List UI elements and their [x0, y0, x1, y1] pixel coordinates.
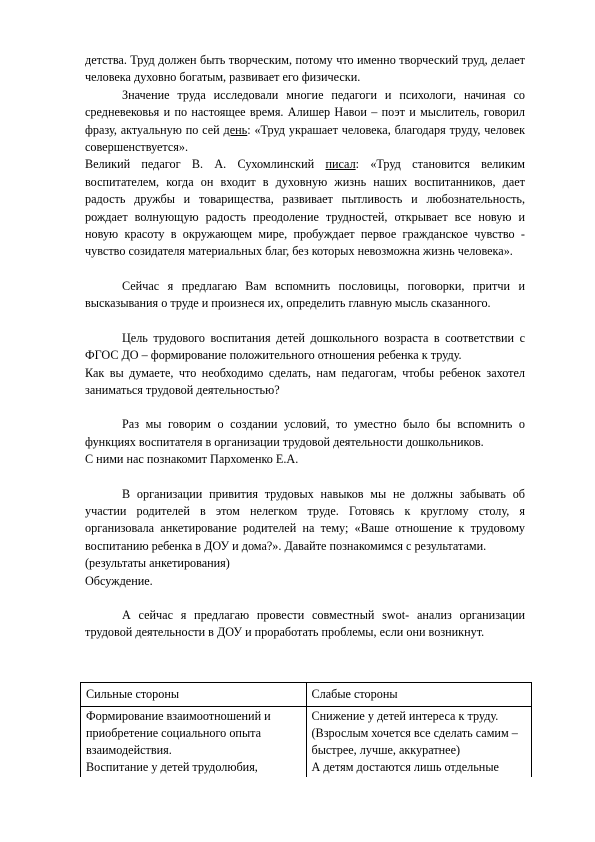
spacer [85, 590, 525, 607]
document-body [85, 52, 525, 642]
link-pisal[interactable]: писал [325, 157, 356, 172]
paragraph-6: Как вы думаете, что необходимо сделать, нам педагогам, чтобы ребенок захотел заниматься трудовой деятельностью? [85, 365, 525, 397]
paragraph-3-start: Великий педагог В. А. Сухомлинский [85, 157, 315, 172]
paragraph-1: детства. Труд должен быть творческим, потому что именно творческий труд, делает человека духовно богатым, развивает его физически. [85, 53, 525, 85]
swot-table [80, 682, 532, 777]
table-row [81, 707, 532, 778]
paragraph-3 [85, 156, 525, 260]
weakness-item: Снижение у детей интереса к труду. (Взрослым хочется все сделать самим – быстрее, лучше, аккуратнее) [311, 709, 518, 757]
header-weaknesses: Слабые стороны [306, 683, 532, 707]
header-strengths: Сильные стороны [81, 683, 307, 707]
strengths-cell [81, 707, 307, 778]
spacer [85, 313, 525, 330]
paragraph-2-text: Значение труда исследовали многие педагоги и психологи, начиная со средневековья и по настоящее время. Алишер Навои – поэт и мыслитель, говорил фразу, актуальную по сей [85, 87, 525, 137]
weakness-item: А детям достаются лишь отдельные [311, 760, 499, 774]
paragraph-12: А сейчас я предлагаю провести совместный swot- анализ организации трудовой деятельности в ДОУ и проработать проблемы, если они возникнут. [85, 607, 525, 640]
spacer [85, 261, 525, 278]
paragraph-7: Раз мы говорим о создании условий, то уместно было бы вспомнить о функциях воспитателя в организации трудовой деятельности дошкольников. [85, 417, 525, 449]
paragraph-4: Сейчас я предлагаю Вам вспомнить пословицы, поговорки, притчи и высказывания о труде и произнеся их, определить главную мысль сказанного. [85, 278, 525, 311]
spacer [85, 469, 525, 486]
table-header-row [81, 683, 532, 707]
strength-item: Формирование взаимоотношений и приобретение социального опыта взаимодействия. [86, 709, 271, 757]
paragraph-10: (результаты анкетирования) [85, 556, 230, 571]
paragraph-2 [85, 87, 525, 157]
paragraph-8: С ними нас познакомит Пархоменко Е.А. [85, 452, 299, 467]
spacer [85, 399, 525, 416]
paragraph-11: Обсуждение. [85, 573, 153, 588]
paragraph-9: В организации привития трудовых навыков мы не должны забывать об участии родителей в этом нелегком труде. Готовясь к круглому столу, я организовала анкетирование родителей на тему; «Ваше отношение к трудовому воспитанию ребенка в ДОУ и дома?». Давайте познакомимся с результатами. [85, 486, 525, 553]
paragraph-5: Цель трудового воспитания детей дошкольного возраста в соответствии с ФГОС ДО – формирование положительного отношения ребенка к труду. [85, 330, 525, 363]
paragraph-3-end: : «Труд становится великим воспитателем, когда он входит в духовную жизнь наших воспитанников, дает радость дружбы и товарищества, развивает пытливость и любознательность, рождает волнующую радость преодоление трудностей, открывает все новую и новую красоту в окружающем мире, пробуждает первое гражданское чувство - чувство созидателя материальных благ, без которых невозможна жизнь человека». [85, 157, 526, 259]
weaknesses-cell [306, 707, 532, 778]
paragraph-2-end: : «Труд украшает человека, благодаря труду, человек совершенствуется». [85, 122, 525, 155]
link-den[interactable]: день [223, 122, 248, 137]
strength-item: Воспитание у детей трудолюбия, [86, 760, 258, 774]
